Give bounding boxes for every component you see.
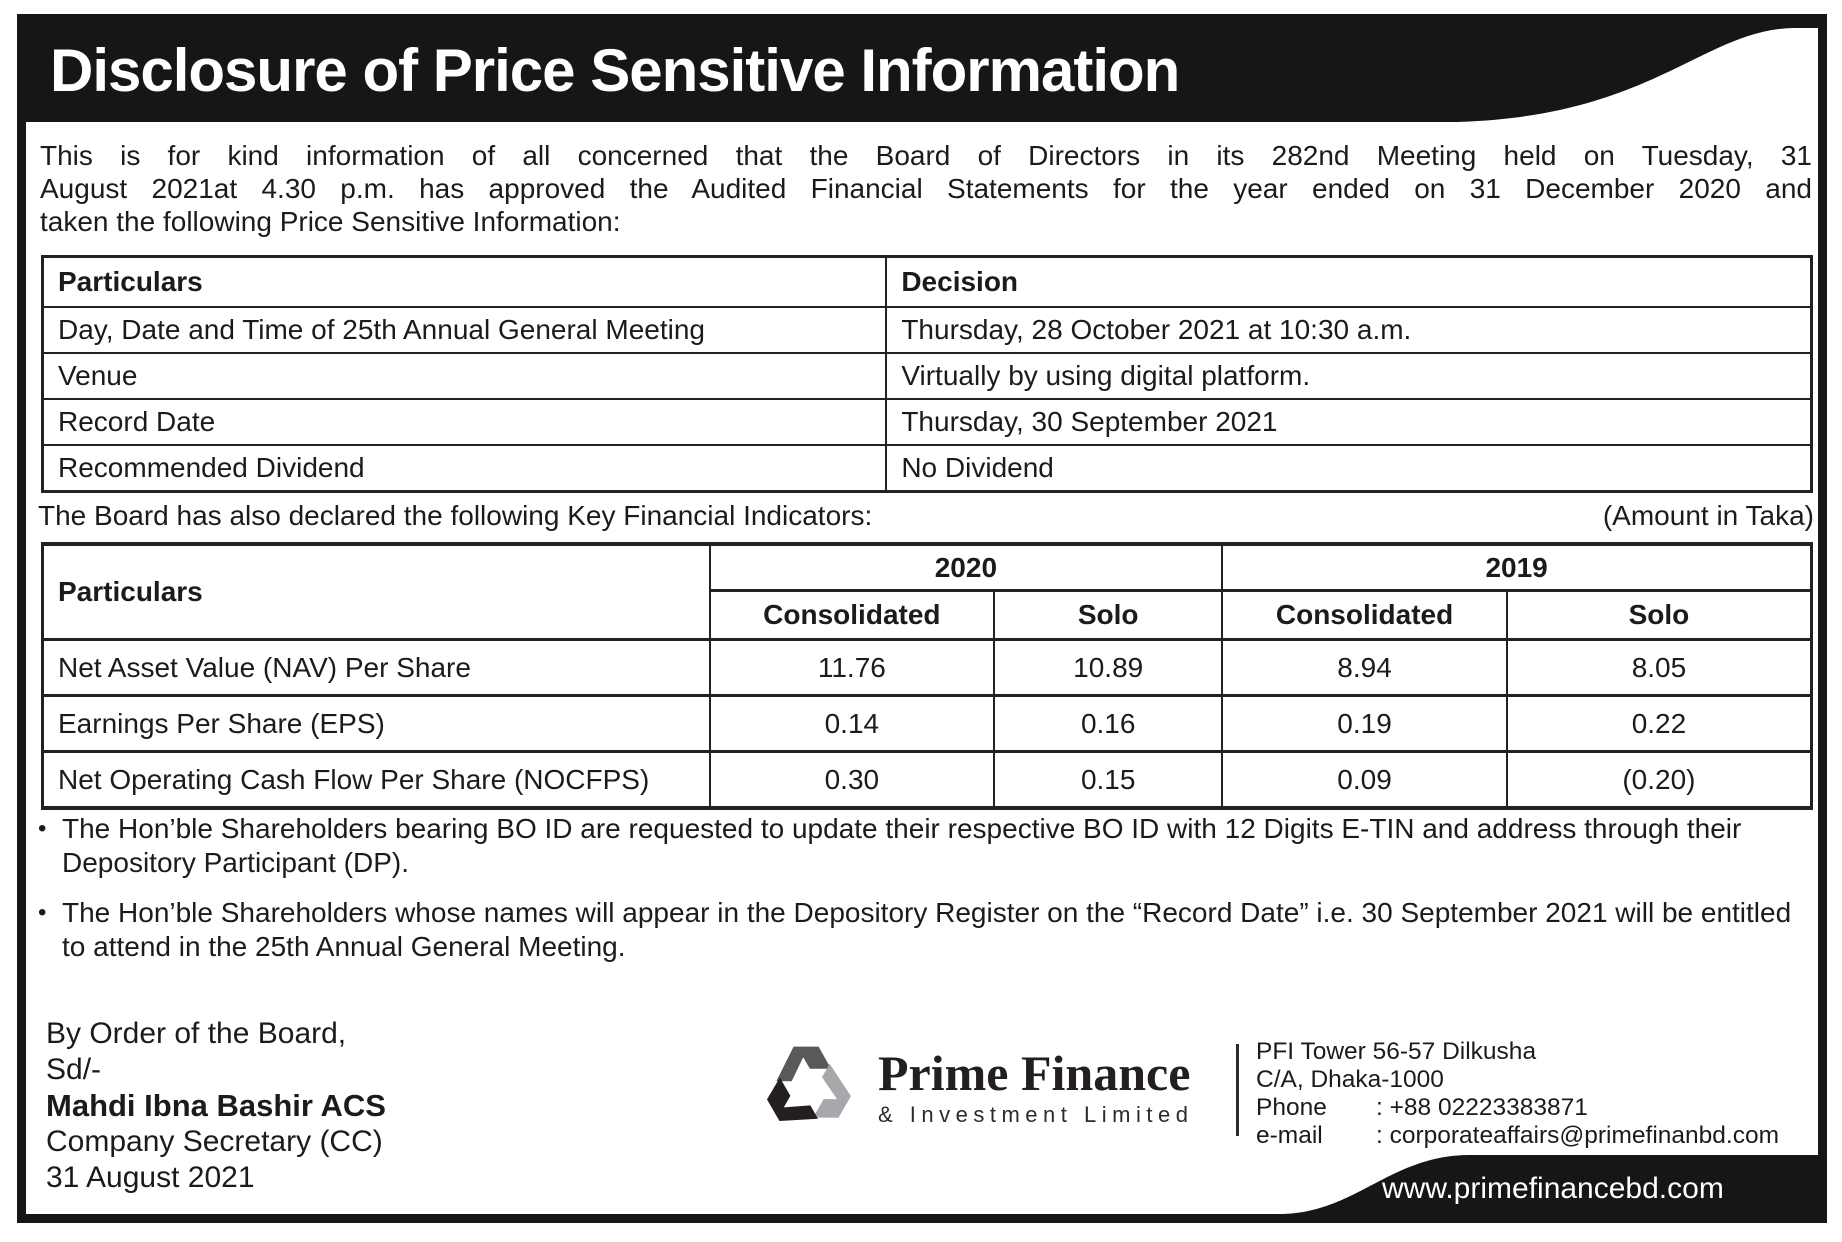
contact-address-line2: C/A, Dhaka-1000 — [1256, 1066, 1444, 1093]
kfi-row-eps-label: Earnings Per Share (EPS) — [43, 696, 710, 752]
kfi-header-2020: 2020 — [710, 545, 1223, 591]
list-item — [38, 812, 1818, 880]
decision-row-venue-label: Venue — [43, 353, 886, 399]
contact-email-row — [1256, 1122, 1779, 1150]
decision-table-header-row — [43, 257, 1811, 307]
kfi-year-header-row — [43, 545, 1811, 591]
phone-label: Phone — [1256, 1094, 1327, 1121]
kfi-row-nocfps-2020-solo: 0.15 — [994, 752, 1222, 808]
kfi-row-nav-label: Net Asset Value (NAV) Per Share — [43, 640, 710, 696]
intro-line-3: taken the following Price Sensitive Information: — [40, 206, 621, 237]
signatory-title: Company Secretary (CC) — [46, 1125, 383, 1158]
email-value: : corporateaffairs@primefinanbd.com — [1376, 1122, 1779, 1149]
decision-table-header-particulars: Particulars — [43, 257, 886, 307]
signatory-name: Mahdi Ibna Bashir ACS — [46, 1088, 386, 1123]
signature-sd: Sd/- — [46, 1053, 102, 1086]
kfi-row-nav-2020-consolidated: 11.76 — [710, 640, 995, 696]
company-wordmark — [878, 1045, 1194, 1128]
table-row — [43, 307, 1811, 353]
bullet-icon: • — [38, 815, 47, 842]
right-border — [1818, 28, 1827, 1223]
kfi-row-eps-2020-solo: 0.16 — [994, 696, 1222, 752]
phone-value: : +88 02223383871 — [1376, 1094, 1588, 1121]
decision-table — [42, 256, 1812, 492]
kfi-subheader-consolidated-2020: Consolidated — [710, 591, 995, 640]
note-text-record-date: The Hon’ble Shareholders whose names will appear in the Depository Register on the “Record Date” i.e. 30 September 2021 will be entitled to attend in the 25th Annual General Meeting. — [62, 897, 1792, 962]
page-title: Disclosure of Price Sensitive Information — [50, 37, 1180, 104]
left-border — [17, 120, 26, 1223]
kfi-row-nav-2019-consolidated: 8.94 — [1222, 640, 1507, 696]
kfi-row-nav-2020-solo: 10.89 — [994, 640, 1222, 696]
kfi-row-nocfps-2020-consolidated: 0.30 — [710, 752, 995, 808]
kfi-header-particulars: Particulars — [43, 545, 710, 640]
kfi-subheader-consolidated-2019: Consolidated — [1222, 591, 1507, 640]
table-row — [43, 640, 1811, 696]
intro-line-1: This is for kind information of all concerned that the Board of Directors in its 282nd Meeting held on Tuesday, 31 — [40, 140, 1812, 171]
kfi-row-eps-2019-consolidated: 0.19 — [1222, 696, 1507, 752]
table-row — [43, 445, 1811, 491]
decision-row-agm-value: Thursday, 28 October 2021 at 10:30 a.m. — [886, 307, 1811, 353]
company-name: Prime Finance — [878, 1045, 1191, 1101]
website-url: www.primefinancebd.com — [1382, 1172, 1724, 1205]
prime-finance-logo-icon — [760, 1038, 856, 1134]
table-row — [43, 752, 1811, 808]
contact-address-line1: PFI Tower 56-57 Dilkusha — [1256, 1038, 1537, 1065]
kfi-row-eps-2020-consolidated: 0.14 — [710, 696, 995, 752]
kfi-row-nocfps-2019-solo: (0.20) — [1507, 752, 1811, 808]
kfi-table — [42, 543, 1812, 809]
kfi-lead-row — [38, 500, 1814, 532]
kfi-row-nocfps-label: Net Operating Cash Flow Per Share (NOCFPS) — [43, 752, 710, 808]
email-label: e-mail — [1256, 1122, 1323, 1149]
bullet-icon: • — [38, 899, 47, 926]
company-subname: & Investment Limited — [878, 1102, 1194, 1127]
kfi-row-eps-2019-solo: 0.22 — [1507, 696, 1811, 752]
signature-date: 31 August 2021 — [46, 1161, 255, 1194]
amount-note: (Amount in Taka) — [1602, 500, 1814, 531]
table-row — [43, 696, 1811, 752]
decision-row-record-date-value: Thursday, 30 September 2021 — [886, 399, 1811, 445]
contact-block — [1256, 1038, 1779, 1150]
decision-row-dividend-label: Recommended Dividend — [43, 445, 886, 491]
contact-phone-row — [1256, 1094, 1779, 1122]
signature-block — [46, 1016, 386, 1196]
kfi-subheader-solo-2020: Solo — [994, 591, 1222, 640]
decision-row-agm-label: Day, Date and Time of 25th Annual General Meeting — [43, 307, 886, 353]
signature-by-order: By Order of the Board, — [46, 1017, 347, 1050]
table-row — [43, 353, 1811, 399]
decision-row-venue-value: Virtually by using digital platform. — [886, 353, 1811, 399]
decision-row-record-date-label: Record Date — [43, 399, 886, 445]
kfi-subheader-solo-2019: Solo — [1507, 591, 1811, 640]
contact-divider — [1236, 1044, 1239, 1136]
decision-row-dividend-value: No Dividend — [886, 445, 1811, 491]
table-row — [43, 399, 1811, 445]
list-item — [38, 896, 1818, 964]
intro-paragraph — [40, 139, 1812, 238]
kfi-lead-text: The Board has also declared the following Key Financial Indicators: — [38, 500, 873, 531]
notes-list — [38, 812, 1818, 980]
decision-table-header-decision: Decision — [886, 257, 1811, 307]
intro-line-2: August 2021at 4.30 p.m. has approved the Audited Financial Statements for the year ended on 31 December 2020 and — [40, 173, 1812, 204]
kfi-row-nav-2019-solo: 8.05 — [1507, 640, 1811, 696]
note-text-bo-id: The Hon’ble Shareholders bearing BO ID are requested to update their respective BO ID with 12 Digits E-TIN and address through their Depository Participant (DP). — [62, 813, 1742, 878]
kfi-row-nocfps-2019-consolidated: 0.09 — [1222, 752, 1507, 808]
kfi-header-2019: 2019 — [1222, 545, 1811, 591]
